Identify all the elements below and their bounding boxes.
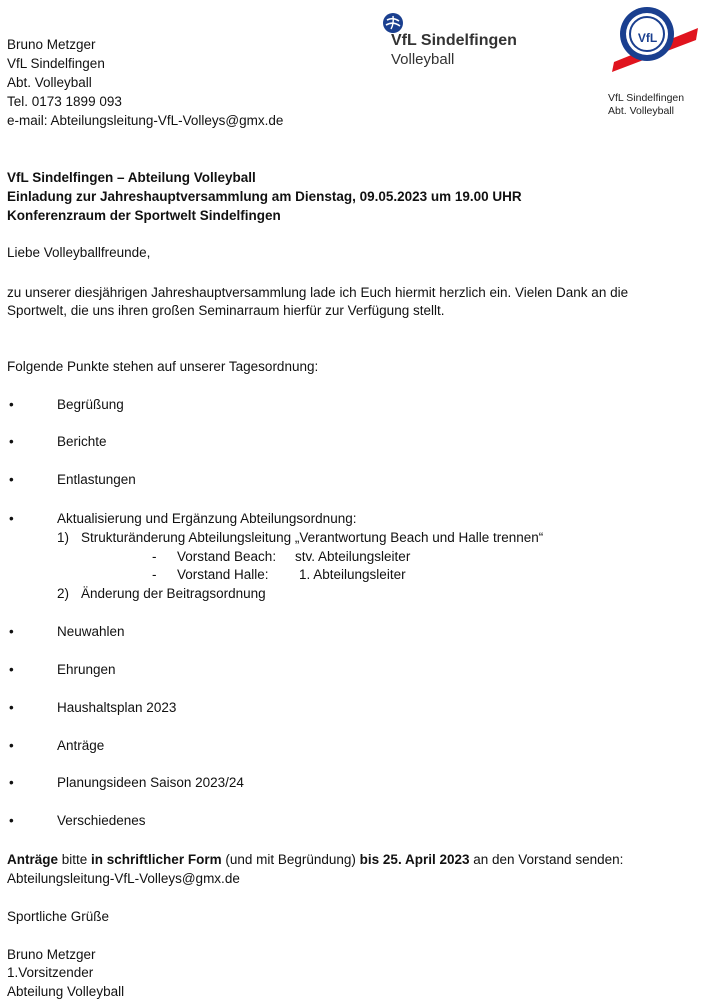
club-logo-right xyxy=(608,4,703,124)
agenda-item-3: Entlastungen xyxy=(57,472,136,487)
bullet: • xyxy=(9,624,14,639)
motions-part-3: in schriftlicher Form xyxy=(91,852,222,867)
sub-item-number: 1) xyxy=(57,530,70,545)
dash: - xyxy=(152,549,157,564)
bullet: • xyxy=(9,662,14,677)
agenda-item-9: Planungsideen Saison 2023/24 xyxy=(57,775,244,790)
motions-email: Abteilungsleitung-VfL-Volleys@gmx.de xyxy=(7,871,240,886)
bullet: • xyxy=(9,472,14,487)
logo-right-line1: VfL Sindelfingen xyxy=(608,92,685,104)
bullet: • xyxy=(9,434,14,449)
agenda-item-4: Aktualisierung und Ergänzung Abteilungsordnung: xyxy=(57,511,357,526)
motions-part-5: bis 25. April 2023 xyxy=(359,852,470,867)
agenda-item-5: Neuwahlen xyxy=(57,624,125,639)
agenda-item-8: Anträge xyxy=(57,738,105,753)
club-logo-center xyxy=(381,12,541,72)
signature-name: Bruno Metzger xyxy=(7,947,96,962)
sub-item-1a-label: Vorstand Beach: xyxy=(177,549,277,564)
bullet: • xyxy=(9,738,14,753)
agenda-intro: Folgende Punkte stehen auf unserer Tagesordnung: xyxy=(7,359,319,374)
volleyball-icon xyxy=(382,12,404,34)
agenda-item-7: Haushaltsplan 2023 xyxy=(57,700,177,715)
intro-line1: zu unserer diesjährigen Jahreshauptversammlung lade ich Euch hiermit herzlich ein. Vielen Dank an die xyxy=(7,285,629,300)
sender-club: VfL Sindelfingen xyxy=(7,56,105,71)
sender-dept: Abt. Volleyball xyxy=(7,75,92,90)
sender-tel: Tel. 0173 1899 093 xyxy=(7,94,122,109)
bullet: • xyxy=(9,775,14,790)
sub-item-number: 2) xyxy=(57,586,70,601)
intro-line2: Sportwelt, die uns ihren großen Seminarraum hierfür zur Verfügung stellt. xyxy=(7,303,445,318)
closing: Sportliche Grüße xyxy=(7,909,110,924)
bullet: • xyxy=(9,813,14,828)
sub-item-1b-value: 1. Abteilungsleiter xyxy=(299,567,406,582)
motions-part-1: Anträge xyxy=(7,852,59,867)
agenda-item-10: Verschiedenes xyxy=(57,813,146,828)
bullet: • xyxy=(9,397,14,412)
signature-role: 1.Vorsitzender xyxy=(7,965,94,980)
sub-item-1: Strukturänderung Abteilungsleitung „Verantwortung Beach und Halle trennen“ xyxy=(81,530,544,545)
logo-center-title: VfL Sindelfingen xyxy=(391,32,517,49)
agenda-item-6: Ehrungen xyxy=(57,662,116,677)
sub-item-1b-label: Vorstand Halle: xyxy=(177,567,269,582)
motions-line xyxy=(7,851,623,869)
dash: - xyxy=(152,567,157,582)
motions-part-6: an den Vorstand senden: xyxy=(469,852,624,867)
agenda-item-2: Berichte xyxy=(57,434,107,449)
motions-part-4: (und mit Begründung) xyxy=(221,852,360,867)
emblem-letters: VfL xyxy=(637,31,658,45)
bullet: • xyxy=(9,511,14,526)
sender-email: e-mail: Abteilungsleitung-VfL-Volleys@gmx.de xyxy=(7,113,284,128)
heading-line2: Einladung zur Jahreshauptversammlung am Dienstag, 09.05.2023 um 19.00 UHR xyxy=(7,189,522,204)
motions-part-2: bitte xyxy=(58,852,92,867)
heading-line1: VfL Sindelfingen – Abteilung Volleyball xyxy=(7,170,256,185)
sender-name: Bruno Metzger xyxy=(7,37,96,52)
logo-right-line2: Abt. Volleyball xyxy=(608,105,674,117)
logo-center-subtitle: Volleyball xyxy=(391,51,455,68)
signature-dept: Abteilung Volleyball xyxy=(7,984,125,999)
greeting: Liebe Volleyballfreunde, xyxy=(7,245,151,260)
sub-item-1a-value: stv. Abteilungsleiter xyxy=(295,549,411,564)
heading-line3: Konferenzraum der Sportwelt Sindelfingen xyxy=(7,208,281,223)
sub-item-2: Änderung der Beitragsordnung xyxy=(81,586,266,601)
bullet: • xyxy=(9,700,14,715)
agenda-item-1: Begrüßung xyxy=(57,397,124,412)
